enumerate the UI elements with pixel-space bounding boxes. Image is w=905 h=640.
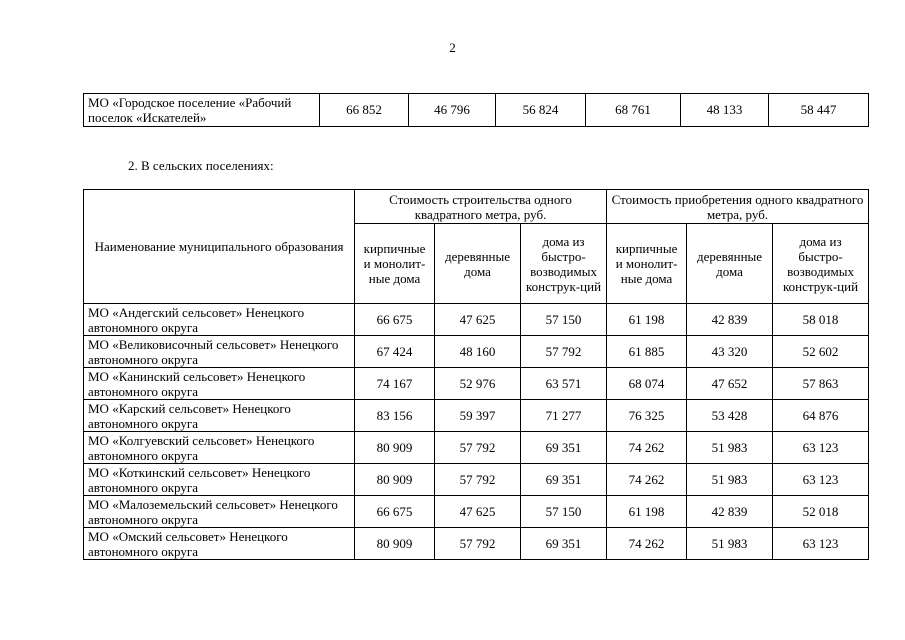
cost-cell: 47 625 — [435, 496, 521, 528]
cost-cell: 63 123 — [773, 528, 869, 560]
main-table — [83, 189, 869, 560]
cost-cell: 63 571 — [521, 368, 607, 400]
cost-cell: 66 675 — [355, 496, 435, 528]
cost-cell: 83 156 — [355, 400, 435, 432]
cost-cell: 47 652 — [687, 368, 773, 400]
cost-cell: 57 863 — [773, 368, 869, 400]
cost-cell: 51 983 — [687, 432, 773, 464]
cost-cell: 69 351 — [521, 528, 607, 560]
cost-cell: 80 909 — [355, 528, 435, 560]
cost-cell: 64 876 — [773, 400, 869, 432]
header-name-column: Наименование муниципального образования — [84, 190, 355, 304]
cost-cell: 66 852 — [320, 94, 409, 127]
header-row-groups — [84, 190, 869, 224]
municipality-name-cell: МО «Городское поселение «Рабочий поселок «Искателей» — [84, 94, 320, 127]
cost-cell: 46 796 — [409, 94, 496, 127]
cost-cell: 69 351 — [521, 464, 607, 496]
header-sub-wood: деревянные дома — [435, 224, 521, 304]
cost-cell: 80 909 — [355, 464, 435, 496]
cost-cell: 51 983 — [687, 528, 773, 560]
cost-cell: 63 123 — [773, 432, 869, 464]
cost-cell: 68 074 — [607, 368, 687, 400]
cost-cell: 69 351 — [521, 432, 607, 464]
cost-cell: 57 792 — [435, 432, 521, 464]
cost-cell: 58 447 — [769, 94, 869, 127]
cost-cell: 57 792 — [435, 464, 521, 496]
cost-cell: 53 428 — [687, 400, 773, 432]
cost-cell: 61 198 — [607, 304, 687, 336]
header-sub-prefab: дома из быстро-возводимых конструк-ций — [773, 224, 869, 304]
cost-cell: 48 133 — [681, 94, 769, 127]
cost-cell: 59 397 — [435, 400, 521, 432]
municipality-name-cell: МО «Карский сельсовет» Ненецкого автономного округа — [84, 400, 355, 432]
cost-cell: 57 792 — [435, 528, 521, 560]
cost-cell: 67 424 — [355, 336, 435, 368]
cost-cell: 56 824 — [496, 94, 586, 127]
cost-cell: 76 325 — [607, 400, 687, 432]
page-number: 2 — [449, 40, 456, 55]
header-sub-wood: деревянные дома — [687, 224, 773, 304]
cost-cell: 43 320 — [687, 336, 773, 368]
cost-cell: 66 675 — [355, 304, 435, 336]
header-sub-brick: кирпичные и монолит-ные дома — [607, 224, 687, 304]
cost-cell: 52 976 — [435, 368, 521, 400]
municipality-name-cell: МО «Андегский сельсовет» Ненецкого автономного округа — [84, 304, 355, 336]
municipality-name-cell: МО «Канинский сельсовет» Ненецкого автономного округа — [84, 368, 355, 400]
cost-cell: 57 150 — [521, 304, 607, 336]
header-group-buy: Стоимость приобретения одного квадратного метра, руб. — [607, 190, 869, 224]
cost-cell: 61 885 — [607, 336, 687, 368]
cost-cell: 71 277 — [521, 400, 607, 432]
header-group-build: Стоимость строительства одного квадратного метра, руб. — [355, 190, 607, 224]
cost-cell: 57 150 — [521, 496, 607, 528]
cost-cell: 74 262 — [607, 528, 687, 560]
municipality-name-cell: МО «Коткинский сельсовет» Ненецкого автономного округа — [84, 464, 355, 496]
cost-cell: 42 839 — [687, 304, 773, 336]
cost-cell: 74 262 — [607, 464, 687, 496]
cost-cell: 48 160 — [435, 336, 521, 368]
municipality-name-cell: МО «Колгуевский сельсовет» Ненецкого автономного округа — [84, 432, 355, 464]
table-row — [84, 400, 869, 432]
cost-cell: 52 602 — [773, 336, 869, 368]
header-sub-prefab: дома из быстро-возводимых конструк-ций — [521, 224, 607, 304]
cost-cell: 52 018 — [773, 496, 869, 528]
cost-cell: 61 198 — [607, 496, 687, 528]
cost-cell: 74 262 — [607, 432, 687, 464]
municipality-name-cell: МО «Омский сельсовет» Ненецкого автономного округа — [84, 528, 355, 560]
table-row — [84, 304, 869, 336]
cost-cell: 63 123 — [773, 464, 869, 496]
cost-cell: 68 761 — [586, 94, 681, 127]
cost-cell: 51 983 — [687, 464, 773, 496]
table-row — [84, 496, 869, 528]
cost-cell: 57 792 — [521, 336, 607, 368]
table-row — [84, 464, 869, 496]
table-row — [84, 368, 869, 400]
section-title: 2. В сельских поселениях: — [128, 158, 274, 173]
municipality-name-cell: МО «Великовисочный сельсовет» Ненецкого автономного округа — [84, 336, 355, 368]
table-row — [84, 528, 869, 560]
cost-cell: 74 167 — [355, 368, 435, 400]
table-row — [84, 336, 869, 368]
cost-cell: 58 018 — [773, 304, 869, 336]
cost-cell: 80 909 — [355, 432, 435, 464]
header-sub-brick: кирпичные и монолит-ные дома — [355, 224, 435, 304]
municipality-name-cell: МО «Малоземельский сельсовет» Ненецкого автономного округа — [84, 496, 355, 528]
cost-cell: 42 839 — [687, 496, 773, 528]
table-row — [84, 94, 869, 127]
table-row — [84, 432, 869, 464]
top-table — [83, 93, 869, 127]
cost-cell: 47 625 — [435, 304, 521, 336]
